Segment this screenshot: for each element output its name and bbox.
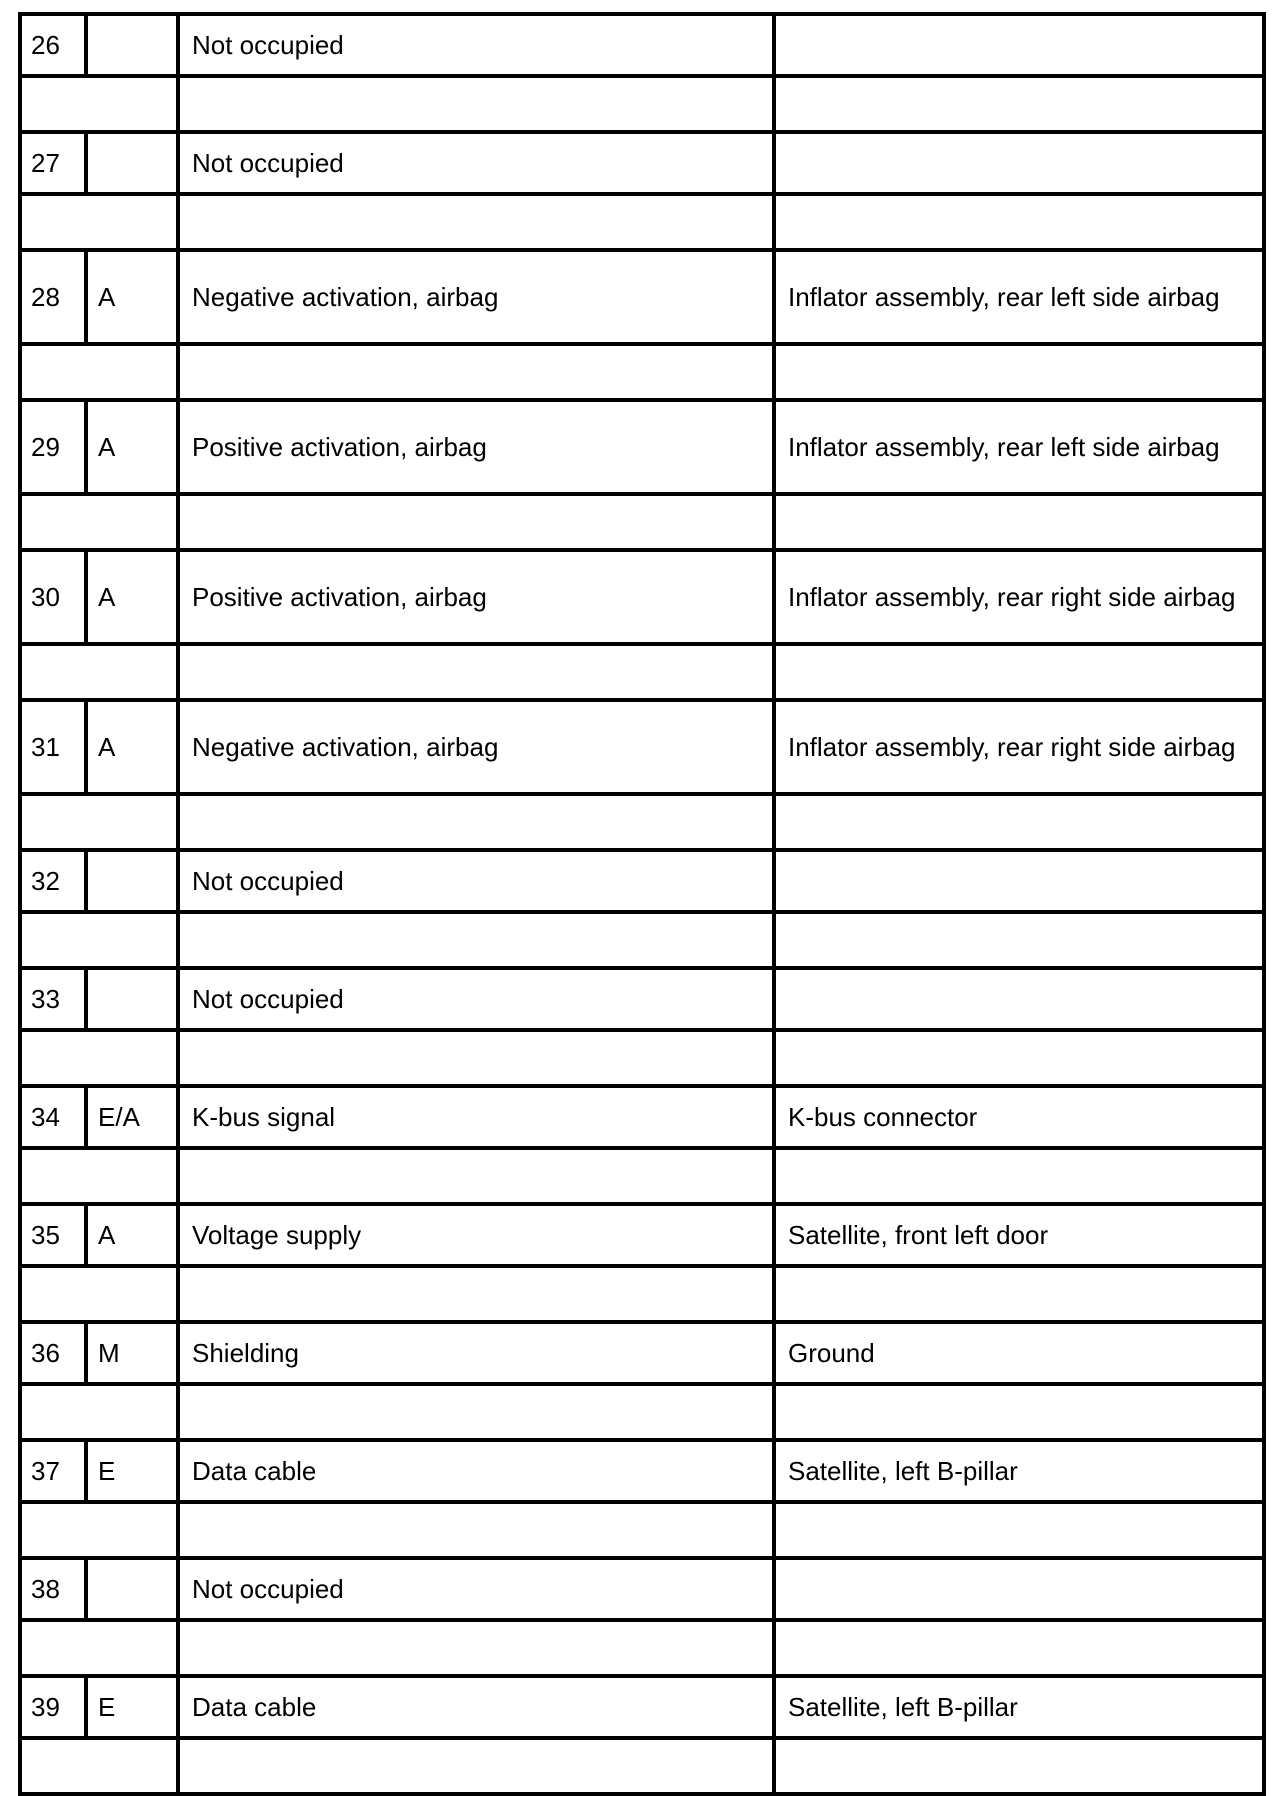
pin-number-cell: 32	[20, 850, 86, 912]
table-spacer-row	[20, 1620, 1264, 1676]
connection-cell	[774, 1558, 1264, 1620]
table-spacer-row	[20, 1148, 1264, 1204]
signal-cell: Voltage supply	[178, 1204, 774, 1266]
table-spacer-row	[20, 1738, 1264, 1794]
spacer-cell	[774, 1502, 1264, 1558]
spacer-cell	[774, 1738, 1264, 1794]
table-row	[20, 968, 1264, 1030]
spacer-cell	[178, 1030, 774, 1086]
spacer-cell	[774, 912, 1264, 968]
spacer-cell	[774, 1266, 1264, 1322]
spacer-cell	[178, 344, 774, 400]
connection-cell	[774, 850, 1264, 912]
pin-number-cell: 33	[20, 968, 86, 1030]
pin-type-cell: A	[86, 1204, 178, 1266]
connection-cell: Ground	[774, 1322, 1264, 1384]
spacer-cell	[20, 494, 178, 550]
table-row	[20, 850, 1264, 912]
connection-cell: K-bus connector	[774, 1086, 1264, 1148]
pin-type-cell: E	[86, 1676, 178, 1738]
pin-number-cell: 28	[20, 250, 86, 344]
signal-cell: Positive activation, airbag	[178, 400, 774, 494]
signal-cell: Not occupied	[178, 132, 774, 194]
pin-type-cell	[86, 132, 178, 194]
signal-cell: Not occupied	[178, 1558, 774, 1620]
signal-cell: Data cable	[178, 1676, 774, 1738]
pin-type-cell: A	[86, 400, 178, 494]
pin-type-cell: A	[86, 700, 178, 794]
table-row	[20, 700, 1264, 794]
table-row	[20, 14, 1264, 76]
spacer-cell	[20, 794, 178, 850]
spacer-cell	[20, 1620, 178, 1676]
pin-number-cell: 29	[20, 400, 86, 494]
connection-cell: Inflator assembly, rear left side airbag	[774, 250, 1264, 344]
spacer-cell	[178, 76, 774, 132]
pin-number-cell: 27	[20, 132, 86, 194]
pin-type-cell	[86, 968, 178, 1030]
spacer-cell	[178, 494, 774, 550]
spacer-cell	[20, 1030, 178, 1086]
pin-table-body	[20, 14, 1264, 1794]
table-spacer-row	[20, 1030, 1264, 1086]
spacer-cell	[178, 194, 774, 250]
spacer-cell	[20, 912, 178, 968]
signal-cell: Data cable	[178, 1440, 774, 1502]
signal-cell: Negative activation, airbag	[178, 700, 774, 794]
spacer-cell	[774, 194, 1264, 250]
table-spacer-row	[20, 1384, 1264, 1440]
pin-type-cell	[86, 850, 178, 912]
spacer-cell	[20, 1502, 178, 1558]
pin-number-cell: 31	[20, 700, 86, 794]
pin-number-cell: 26	[20, 14, 86, 76]
spacer-cell	[178, 1384, 774, 1440]
connection-cell	[774, 132, 1264, 194]
signal-cell: Not occupied	[178, 850, 774, 912]
table-spacer-row	[20, 494, 1264, 550]
pin-number-cell: 35	[20, 1204, 86, 1266]
pin-type-cell: A	[86, 250, 178, 344]
spacer-cell	[774, 1030, 1264, 1086]
spacer-cell	[774, 494, 1264, 550]
pin-type-cell	[86, 1558, 178, 1620]
spacer-cell	[20, 1384, 178, 1440]
connection-cell: Inflator assembly, rear left side airbag	[774, 400, 1264, 494]
pin-number-cell: 34	[20, 1086, 86, 1148]
connection-cell	[774, 14, 1264, 76]
pin-number-cell: 37	[20, 1440, 86, 1502]
spacer-cell	[20, 194, 178, 250]
pin-type-cell	[86, 14, 178, 76]
table-row	[20, 1204, 1264, 1266]
table-spacer-row	[20, 1266, 1264, 1322]
connection-cell: Satellite, left B-pillar	[774, 1676, 1264, 1738]
spacer-cell	[774, 1620, 1264, 1676]
spacer-cell	[178, 1148, 774, 1204]
table-row	[20, 1676, 1264, 1738]
connection-cell: Inflator assembly, rear right side airbag	[774, 700, 1264, 794]
table-row	[20, 132, 1264, 194]
spacer-cell	[178, 1620, 774, 1676]
connection-cell: Inflator assembly, rear right side airbag	[774, 550, 1264, 644]
pin-type-cell: E/A	[86, 1086, 178, 1148]
spacer-cell	[774, 76, 1264, 132]
spacer-cell	[20, 644, 178, 700]
spacer-cell	[178, 912, 774, 968]
spacer-cell	[774, 1148, 1264, 1204]
table-row	[20, 1086, 1264, 1148]
table-spacer-row	[20, 912, 1264, 968]
signal-cell: Shielding	[178, 1322, 774, 1384]
spacer-cell	[20, 1148, 178, 1204]
table-spacer-row	[20, 76, 1264, 132]
table-row	[20, 550, 1264, 644]
spacer-cell	[774, 794, 1264, 850]
signal-cell: Positive activation, airbag	[178, 550, 774, 644]
pin-type-cell: A	[86, 550, 178, 644]
table-row	[20, 1440, 1264, 1502]
table-spacer-row	[20, 344, 1264, 400]
spacer-cell	[20, 1266, 178, 1322]
pin-type-cell: M	[86, 1322, 178, 1384]
table-spacer-row	[20, 644, 1264, 700]
spacer-cell	[774, 344, 1264, 400]
table-row	[20, 1322, 1264, 1384]
spacer-cell	[178, 794, 774, 850]
table-spacer-row	[20, 194, 1264, 250]
signal-cell: Not occupied	[178, 968, 774, 1030]
connection-cell: Satellite, front left door	[774, 1204, 1264, 1266]
signal-cell: Not occupied	[178, 14, 774, 76]
spacer-cell	[20, 1738, 178, 1794]
signal-cell: K-bus signal	[178, 1086, 774, 1148]
spacer-cell	[178, 1738, 774, 1794]
connection-cell	[774, 968, 1264, 1030]
pin-number-cell: 36	[20, 1322, 86, 1384]
spacer-cell	[20, 76, 178, 132]
pin-number-cell: 38	[20, 1558, 86, 1620]
spacer-cell	[178, 1266, 774, 1322]
pin-number-cell: 30	[20, 550, 86, 644]
table-row	[20, 400, 1264, 494]
spacer-cell	[774, 644, 1264, 700]
table-row	[20, 250, 1264, 344]
spacer-cell	[178, 644, 774, 700]
pin-type-cell: E	[86, 1440, 178, 1502]
pin-assignment-table	[18, 12, 1266, 1796]
signal-cell: Negative activation, airbag	[178, 250, 774, 344]
table-row	[20, 1558, 1264, 1620]
pin-number-cell: 39	[20, 1676, 86, 1738]
spacer-cell	[20, 344, 178, 400]
table-spacer-row	[20, 1502, 1264, 1558]
table-spacer-row	[20, 794, 1264, 850]
connection-cell: Satellite, left B-pillar	[774, 1440, 1264, 1502]
spacer-cell	[774, 1384, 1264, 1440]
spacer-cell	[178, 1502, 774, 1558]
